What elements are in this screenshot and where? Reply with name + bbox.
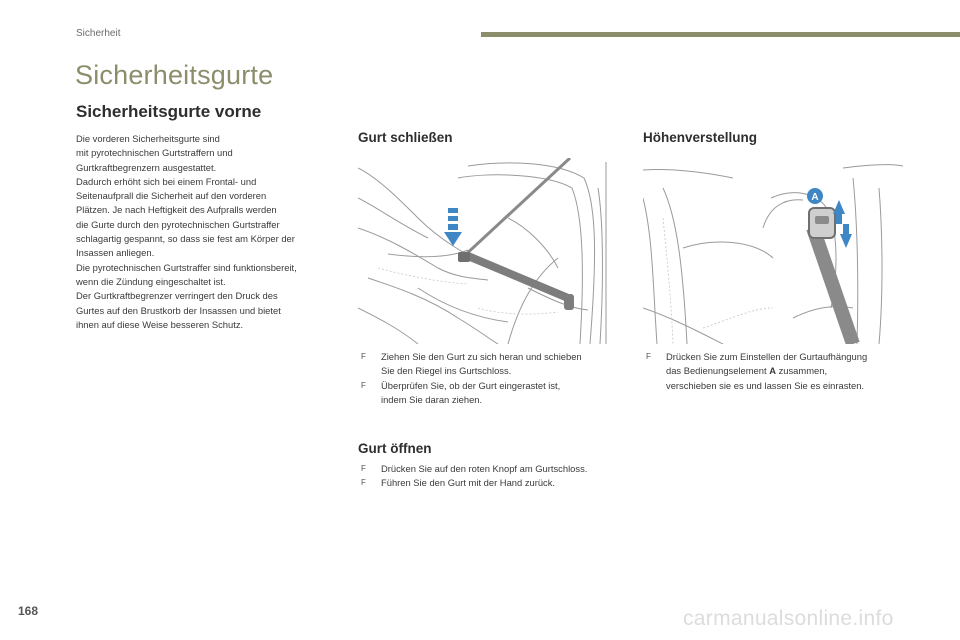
intro-line: mit pyrotechnischen Gurtstraffern und — [76, 147, 233, 159]
list-item: F Überprüfen Sie, ob der Gurt eingerastet ist, indem Sie daran ziehen. — [361, 379, 561, 405]
heading-close-belt: Gurt schließen — [358, 130, 453, 145]
list-item: F Ziehen Sie den Gurt zu sich heran und schieben Sie den Riegel ins Gurtschloss. — [361, 351, 582, 377]
check-bullet-icon: F — [361, 478, 366, 488]
control-a-label: A — [769, 365, 776, 377]
intro-line: Die pyrotechnischen Gurtstraffer sind funktionsbereit, — [76, 261, 297, 273]
section-subtitle: Sicherheitsgurte vorne — [76, 102, 262, 121]
intro-line: Plätzen. Je nach Heftigkeit des Aufpralls werden — [76, 204, 277, 216]
intro-line: Die vorderen Sicherheitsgurte sind — [76, 133, 220, 144]
list-item: F Drücken Sie zum Einstellen der Gurtaufhängung das Bedienungselement A zusammen, verschieben sie es und lassen Sie es einrasten. — [646, 351, 868, 391]
buckle-illustration — [358, 158, 618, 344]
intro-line: wenn die Zündung eingeschaltet ist. — [76, 275, 226, 287]
open-steps — [358, 462, 628, 491]
heading-height-adjust: Höhenverstellung — [643, 130, 758, 145]
section-label: Sicherheit — [76, 28, 121, 39]
check-bullet-icon: F — [646, 352, 651, 361]
check-bullet-icon: F — [361, 352, 366, 361]
header-bar — [481, 32, 960, 37]
intro-line: Dadurch erhöht sich bei einem Frontal- und — [76, 175, 257, 187]
list-item: F Führen Sie den Gurt mit der Hand zurück. — [358, 476, 628, 490]
a-callout — [807, 188, 823, 204]
watermark: carmanualsonline.info — [683, 607, 894, 630]
intro-line: die Gurte durch den pyrotechnischen Gurtstraffer — [76, 218, 280, 230]
callout-label: A — [811, 192, 819, 203]
page-title: Sicherheitsgurte — [75, 60, 274, 90]
intro-line: Gurtkraftbegrenzern ausgestattet. — [76, 161, 217, 173]
page-number: 168 — [18, 604, 39, 618]
check-bullet-icon: F — [361, 380, 366, 390]
list-item: F Drücken Sie auf den roten Knopf am Gurtschloss. — [358, 462, 628, 476]
check-bullet-icon: F — [361, 464, 366, 473]
intro-line: ihnen auf diese Weise besseren Schutz. — [76, 318, 244, 330]
intro-line: Der Gurtkraftbegrenzer verringert den Druck des — [76, 290, 278, 302]
close-steps — [358, 350, 628, 407]
intro-line: Seitenaufprall die Sicherheit auf den vorderen — [76, 190, 267, 202]
intro-paragraph — [76, 132, 338, 332]
height-adjust-illustration — [643, 158, 903, 344]
heading-open-belt: Gurt öffnen — [358, 441, 432, 456]
height-steps — [643, 350, 923, 393]
intro-line: schlagartig gespannt, so dass sie fest am Körper der — [76, 233, 295, 245]
intro-line: Insassen anliegen. — [76, 247, 155, 259]
intro-line: Gurtes auf den Brustkorb der Insassen und bietet — [76, 304, 281, 316]
down-arrow-icon — [444, 208, 462, 246]
